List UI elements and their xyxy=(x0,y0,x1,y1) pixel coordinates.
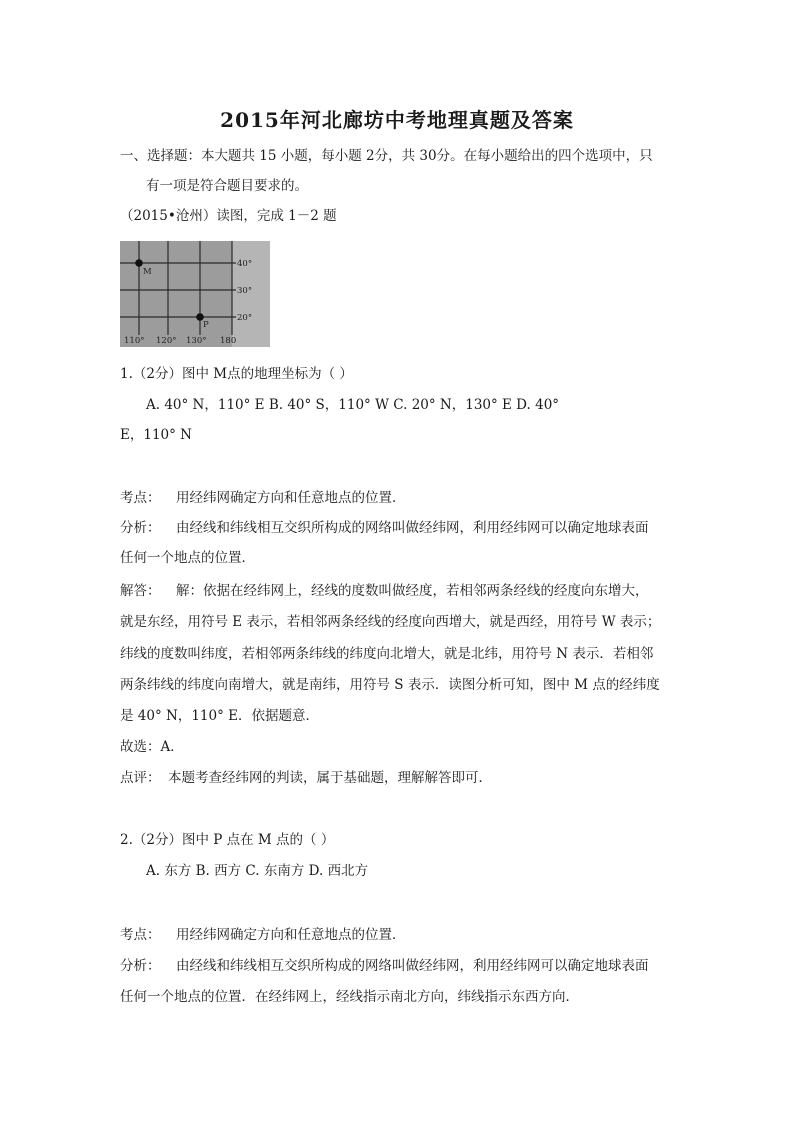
lon-label-180: 180 xyxy=(220,336,237,346)
lat-label-20: 20° xyxy=(237,313,253,323)
question-1-stem: 1.（2分）图中 M点的地理坐标为（ ） xyxy=(120,366,353,382)
question-1-options: A. 40° N，110° E B. 40° S，110° W C. 20° N，130° E D. 40° xyxy=(146,397,560,413)
q1-jieda-line5: 是 40° N，110° E．依据题意． xyxy=(120,708,319,724)
q1-kaodian-text: 用经纬网确定方向和任意地点的位置． xyxy=(176,490,406,506)
lat-label-40: 40° xyxy=(237,259,253,269)
q1-jieda-text: 解：依据在经纬网上，经线的度数叫做经度，若相邻两条经线的经度向东增大， xyxy=(176,583,649,599)
q2-kaodian-label: 考点： xyxy=(120,927,161,943)
section-heading: 一、选择题：本大题共 15 小题，每小题 2分，共 30分。在每小题给出的四个选项中，只 xyxy=(120,148,653,164)
q2-kaodian-text: 用经纬网确定方向和任意地点的位置． xyxy=(176,927,406,943)
q2-fenxi-text: 由经线和纬线相互交织所构成的网络叫做经纬网，利用经纬网可以确定地球表面 xyxy=(176,958,649,974)
q2-kaodian xyxy=(120,925,406,945)
point-m-label: M xyxy=(143,267,152,277)
q1-dianping-text: 本题考查经纬网的判读，属于基础题，理解解答即可． xyxy=(168,770,492,786)
question-intro: （2015•沧州）读图，完成 1－2 题 xyxy=(120,208,337,224)
q1-dianping-label: 点评： xyxy=(120,770,161,786)
q2-fenxi-label: 分析： xyxy=(120,958,161,974)
q1-kaodian xyxy=(120,488,406,508)
q1-jieda xyxy=(120,581,649,601)
q2-fenxi xyxy=(120,956,649,976)
question-2-options: A. 东方 B. 西方 C. 东南方 D. 西北方 xyxy=(146,863,369,879)
section-heading-continued: 有一项是符合题目要求的。 xyxy=(146,178,308,194)
q1-jieda-line4: 两条纬线的纬度向南增大，就是南纬，用符号 S 表示．读图分析可知，图中 M 点的经纬度 xyxy=(120,677,660,693)
lon-label-120: 120° xyxy=(156,336,177,346)
q1-fenxi xyxy=(120,518,649,538)
q1-jieda-label: 解答： xyxy=(120,583,161,599)
q1-jieda-line2: 就是东经，用符号 E 表示，若相邻两条经线的经度向西增大，就是西经，用符号 W 表示； xyxy=(120,614,661,630)
q1-answer: 故选：A． xyxy=(120,739,184,755)
q2-fenxi-continued: 任何一个地点的位置．在经纬网上，经线指示南北方向，纬线指示东西方向． xyxy=(120,989,579,1005)
question-2-stem: 2.（2分）图中 P 点在 M 点的（ ） xyxy=(120,832,335,848)
lat-label-30: 30° xyxy=(237,286,253,296)
q1-jieda-line3: 纬线的度数叫纬度，若相邻两条纬线的纬度向北增大，就是北纬，用符号 N 表示．若相邻 xyxy=(120,646,654,662)
lon-label-110: 110° xyxy=(124,336,145,346)
lon-label-130: 130° xyxy=(186,336,207,346)
page-title: 2015年河北廊坊中考地理真题及答案 xyxy=(220,108,574,132)
point-m-marker xyxy=(135,259,143,267)
latlong-grid-figure xyxy=(120,241,270,347)
question-1-options-continued: E，110° N xyxy=(120,427,192,443)
q1-fenxi-text: 由经线和纬线相互交织所构成的网络叫做经纬网，利用经纬网可以确定地球表面 xyxy=(176,520,649,536)
q1-dianping xyxy=(120,768,492,788)
q1-kaodian-label: 考点： xyxy=(120,490,161,506)
point-p-label: P xyxy=(203,320,209,330)
q1-fenxi-label: 分析： xyxy=(120,520,161,536)
q1-fenxi-continued: 任何一个地点的位置． xyxy=(120,550,255,566)
